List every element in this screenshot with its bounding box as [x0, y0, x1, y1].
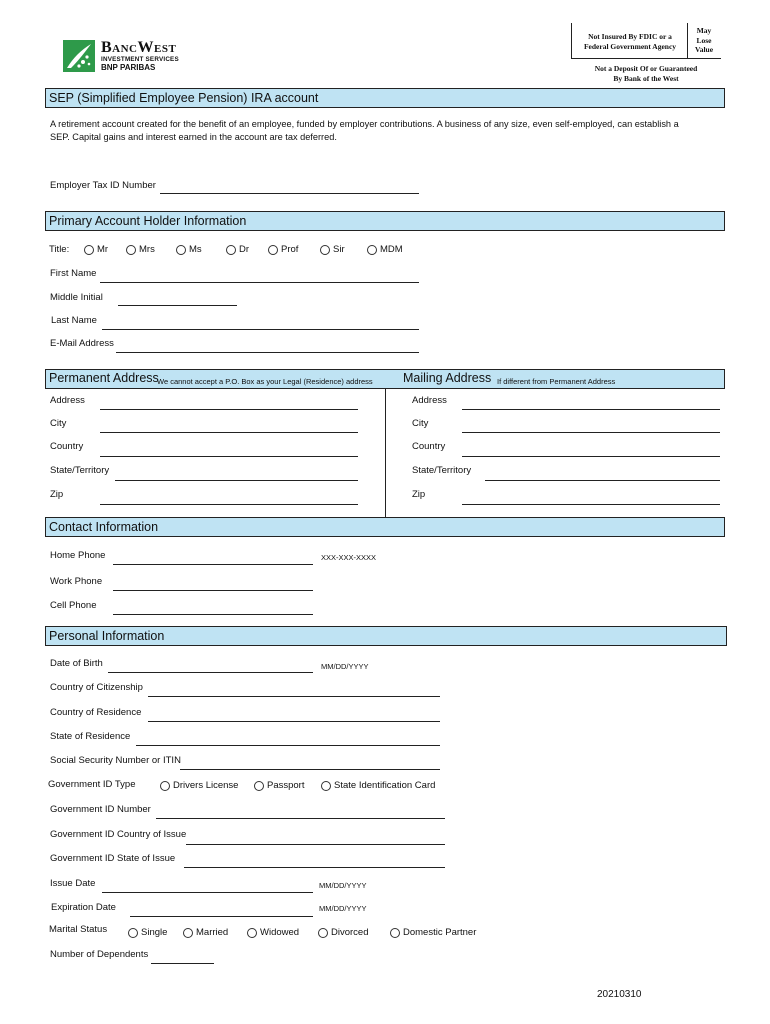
logo-line2: BNP PARIBAS [101, 63, 156, 72]
middle-initial-field[interactable] [118, 305, 237, 306]
gov-id-country-field[interactable] [186, 844, 445, 845]
marital-widowed-label: Widowed [260, 927, 300, 938]
intro-text-1: A retirement account created for the benefit of an employee, funded by employer contributions. A business of any size, even self-employed, can establish a [50, 119, 679, 129]
mail-zip-field[interactable] [462, 504, 720, 505]
mail-state-label: State/Territory [412, 465, 472, 476]
gov-id-state-field[interactable] [184, 867, 445, 868]
phone-format-hint: XXX-XXX-XXXX [321, 553, 377, 562]
mailing-address-note: If different from Permanent Address [497, 377, 616, 386]
may-lose-value: May Lose Value [694, 26, 714, 54]
marital-single-radio[interactable] [128, 928, 138, 938]
gov-id-state-label: Government ID State of Issue [50, 853, 176, 864]
last-name-label: Last Name [51, 315, 97, 326]
fdic-disclaimer: Not Insured By FDIC or a Federal Government Agency [583, 32, 677, 51]
marital-married-radio[interactable] [183, 928, 193, 938]
gov-id-number-label: Government ID Number [50, 804, 151, 815]
perm-zip-label: Zip [50, 489, 64, 500]
state-residence-field[interactable] [136, 745, 440, 746]
title-label: Title: [49, 244, 70, 255]
title-mdm-label: MDM [380, 244, 403, 255]
dependents-field[interactable] [151, 963, 214, 964]
expiration-date-field[interactable] [130, 916, 313, 917]
perm-address-label: Address [50, 395, 85, 406]
logo-line1: INVESTMENT SERVICES [101, 56, 179, 63]
cell-phone-field[interactable] [113, 614, 313, 615]
permanent-address-heading: Permanent Address [49, 371, 159, 385]
title-mrs-label: Mrs [139, 244, 155, 255]
mail-zip-label: Zip [412, 489, 426, 500]
title-bar: SEP (Simplified Employee Pension) IRA account [45, 88, 725, 108]
title-dr-radio[interactable] [226, 245, 236, 255]
residence-label: Country of Residence [50, 707, 142, 718]
bancwest-logo [63, 40, 203, 74]
work-phone-label: Work Phone [50, 576, 103, 587]
perm-country-field[interactable] [100, 456, 358, 457]
marital-status-label: Marital Status [49, 924, 108, 935]
title-sir-radio[interactable] [320, 245, 330, 255]
id-drivers-license-label: Drivers License [173, 780, 239, 791]
last-name-field[interactable] [102, 329, 419, 330]
marital-married-label: Married [196, 927, 229, 938]
dob-format-hint: MM/DD/YYYY [321, 662, 369, 671]
id-state-card-radio[interactable] [321, 781, 331, 791]
citizenship-label: Country of Citizenship [50, 682, 143, 693]
issue-date-field[interactable] [102, 892, 313, 893]
cell-phone-label: Cell Phone [50, 600, 97, 611]
gov-id-country-label: Government ID Country of Issue [50, 829, 187, 840]
marital-single-label: Single [141, 927, 168, 938]
gov-id-number-field[interactable] [156, 818, 445, 819]
middle-initial-label: Middle Initial [50, 292, 103, 303]
gov-id-type-label: Government ID Type [48, 779, 136, 790]
contact-heading: Contact Information [45, 517, 725, 537]
address-heading-bar [45, 369, 725, 389]
issue-date-label: Issue Date [50, 878, 96, 889]
title-mdm-radio[interactable] [367, 245, 377, 255]
dob-label: Date of Birth [50, 658, 103, 669]
id-passport-radio[interactable] [254, 781, 264, 791]
perm-state-label: State/Territory [50, 465, 110, 476]
perm-state-field[interactable] [115, 480, 358, 481]
marital-divorced-radio[interactable] [318, 928, 328, 938]
marital-domestic-partner-radio[interactable] [390, 928, 400, 938]
address-divider [385, 388, 386, 517]
perm-country-label: Country [50, 441, 84, 452]
title-dr-label: Dr [239, 244, 250, 255]
leaf-logo-icon [63, 40, 95, 72]
mail-country-field[interactable] [462, 456, 720, 457]
intro-text-2: SEP. Capital gains and interest earned in the account are tax deferred. [50, 132, 337, 142]
perm-address-field[interactable] [100, 409, 358, 410]
form-code: 20210310 [597, 989, 642, 1000]
issue-date-format-hint: MM/DD/YYYY [319, 881, 367, 890]
ssn-label: Social Security Number or ITIN [50, 755, 181, 766]
first-name-label: First Name [50, 268, 97, 279]
home-phone-field[interactable] [113, 564, 313, 565]
expiration-date-format-hint: MM/DD/YYYY [319, 904, 367, 913]
mail-address-label: Address [412, 395, 447, 406]
logo-brand: BancWest [101, 39, 177, 56]
title-prof-label: Prof [281, 244, 299, 255]
title-mr-label: Mr [97, 244, 109, 255]
marital-widowed-radio[interactable] [247, 928, 257, 938]
title-ms-radio[interactable] [176, 245, 186, 255]
title-sir-label: Sir [333, 244, 345, 255]
mailing-address-heading: Mailing Address [403, 371, 492, 385]
employer-tax-id-field[interactable] [160, 193, 419, 194]
title-mrs-radio[interactable] [126, 245, 136, 255]
expiration-date-label: Expiration Date [51, 902, 116, 913]
dependents-label: Number of Dependents [50, 949, 149, 960]
mail-city-label: City [412, 418, 429, 429]
email-label: E-Mail Address [50, 338, 114, 349]
citizenship-field[interactable] [148, 696, 440, 697]
employer-tax-id-label: Employer Tax ID Number [50, 180, 156, 191]
perm-city-label: City [50, 418, 67, 429]
mail-city-field[interactable] [462, 432, 720, 433]
marital-divorced-label: Divorced [331, 927, 369, 938]
title-prof-radio[interactable] [268, 245, 278, 255]
permanent-address-note: We cannot accept a P.O. Box as your Legal (Residence) address [157, 377, 373, 386]
personal-heading: Personal Information [45, 626, 727, 646]
primary-holder-heading: Primary Account Holder Information [45, 211, 725, 231]
work-phone-field[interactable] [113, 590, 313, 591]
state-residence-label: State of Residence [50, 731, 131, 742]
mail-country-label: Country [412, 441, 446, 452]
mail-state-field[interactable] [485, 480, 720, 481]
title-mr-radio[interactable] [84, 245, 94, 255]
id-state-card-label: State Identification Card [334, 780, 436, 791]
dob-field[interactable] [108, 672, 313, 673]
id-drivers-license-radio[interactable] [160, 781, 170, 791]
id-passport-label: Passport [267, 780, 305, 791]
perm-city-field[interactable] [100, 432, 358, 433]
home-phone-label: Home Phone [50, 550, 106, 561]
marital-domestic-partner-label: Domestic Partner [403, 927, 477, 938]
perm-zip-field[interactable] [100, 504, 358, 505]
residence-field[interactable] [148, 721, 440, 722]
disclaimer-box [571, 23, 721, 87]
deposit-disclaimer: Not a Deposit Of or Guaranteed By Bank of the West [594, 64, 698, 83]
first-name-field[interactable] [100, 282, 419, 283]
ssn-field[interactable] [180, 769, 440, 770]
mail-address-field[interactable] [462, 409, 720, 410]
email-field[interactable] [116, 352, 419, 353]
title-ms-label: Ms [189, 244, 202, 255]
